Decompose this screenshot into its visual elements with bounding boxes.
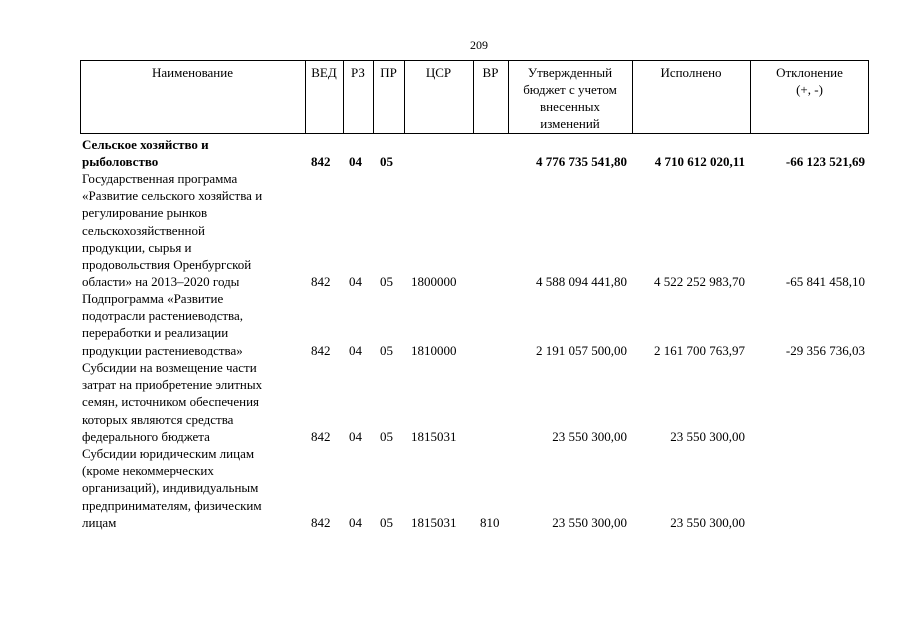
row-name (82, 170, 312, 290)
header-deviation-line: Отклонение (776, 65, 843, 80)
row-name-line: Государственная программа (82, 171, 238, 186)
row-name-line: организаций), индивидуальным (82, 480, 259, 496)
cell-deviation: -29 356 736,03 (785, 343, 865, 358)
row-name-line: регулирование рынков (82, 205, 208, 221)
row-name-line: переработки и реализации (82, 325, 229, 341)
cell-rz: 04 (349, 274, 362, 289)
row-name-line: продукции растениеводства» (82, 342, 243, 358)
row-name-line: подотрасли растениеводства, (82, 308, 244, 324)
row-name (82, 290, 312, 359)
cell-ved: 842 (311, 343, 331, 358)
cell-ved: 842 (311, 429, 331, 444)
cell-rz: 04 (349, 515, 362, 530)
cell-pr: 05 (380, 154, 393, 169)
row-name-line: Субсидии на возмещение части (82, 360, 257, 375)
row-name-line: которых являются средства (82, 411, 234, 427)
page-number: 209 (470, 38, 488, 52)
cell-vr: 810 (480, 515, 500, 530)
header-approved-line: внесенных (539, 99, 601, 114)
row-name-line: Подпрограмма «Развитие (82, 291, 224, 306)
row-name-line: Субсидии юридическим лицам (82, 446, 255, 461)
cell-csr: 1810000 (411, 343, 457, 358)
cell-approved: 4 776 735 541,80 (536, 154, 627, 169)
cell-executed: 23 550 300,00 (670, 515, 745, 530)
header-csr: ЦСР (425, 65, 452, 80)
cell-pr: 05 (380, 343, 393, 358)
row-name-line: затрат на приобретение элитных (82, 377, 263, 393)
header-name: Наименование (152, 65, 233, 80)
cell-executed: 4 710 612 020,11 (654, 154, 745, 169)
cell-approved: 23 550 300,00 (552, 429, 627, 444)
cell-executed: 4 522 252 983,70 (654, 274, 745, 289)
cell-pr: 05 (380, 429, 393, 444)
header-deviation (750, 64, 869, 98)
header-approved-line: Утвержденный (527, 65, 613, 80)
cell-csr: 1815031 (411, 515, 457, 530)
row-name (82, 136, 312, 170)
row-name-line: рыболовство (82, 154, 159, 170)
row-name-line: Сельское хозяйство и (82, 137, 209, 152)
row-name-line: «Развитие сельского хозяйства и (82, 188, 263, 204)
header-approved-line: изменений (540, 116, 600, 131)
row-name (82, 359, 312, 445)
cell-ved: 842 (311, 154, 331, 169)
cell-ved: 842 (311, 274, 331, 289)
cell-approved: 23 550 300,00 (552, 515, 627, 530)
cell-csr: 1815031 (411, 429, 457, 444)
cell-csr: 1800000 (411, 274, 457, 289)
cell-rz: 04 (349, 429, 362, 444)
cell-ved: 842 (311, 515, 331, 530)
row-name-line: продукции, сырья и (82, 239, 192, 255)
row-name-line: семян, источником обеспечения (82, 394, 260, 410)
header-pr: ПР (380, 65, 397, 80)
cell-pr: 05 (380, 274, 393, 289)
row-name-line: лицам (82, 514, 117, 530)
header-ved: ВЕД (311, 65, 337, 80)
cell-deviation: -66 123 521,69 (785, 154, 865, 169)
cell-rz: 04 (349, 343, 362, 358)
row-name (82, 445, 312, 531)
cell-deviation: -65 841 458,10 (785, 274, 865, 289)
cell-rz: 04 (349, 154, 362, 169)
cell-approved: 2 191 057 500,00 (536, 343, 627, 358)
header-executed: Исполнено (660, 65, 722, 80)
row-name-line: сельскохозяйственной (82, 222, 205, 238)
header-deviation-line: (+, -) (796, 82, 823, 97)
row-name-line: федерального бюджета (82, 428, 210, 444)
cell-pr: 05 (380, 515, 393, 530)
row-name-line: области» на 2013–2020 годы (82, 274, 240, 290)
header-approved (508, 64, 632, 132)
row-name-line: предпринимателям, физическим (82, 497, 262, 513)
cell-executed: 2 161 700 763,97 (654, 343, 745, 358)
header-vr: ВР (482, 65, 499, 80)
row-name-line: (кроме некоммерческих (82, 463, 214, 479)
cell-executed: 23 550 300,00 (670, 429, 745, 444)
header-approved-line: бюджет с учетом (523, 82, 617, 97)
header-rz: РЗ (351, 65, 365, 80)
row-name-line: продовольствия Оренбургской (82, 257, 252, 273)
cell-approved: 4 588 094 441,80 (536, 274, 627, 289)
